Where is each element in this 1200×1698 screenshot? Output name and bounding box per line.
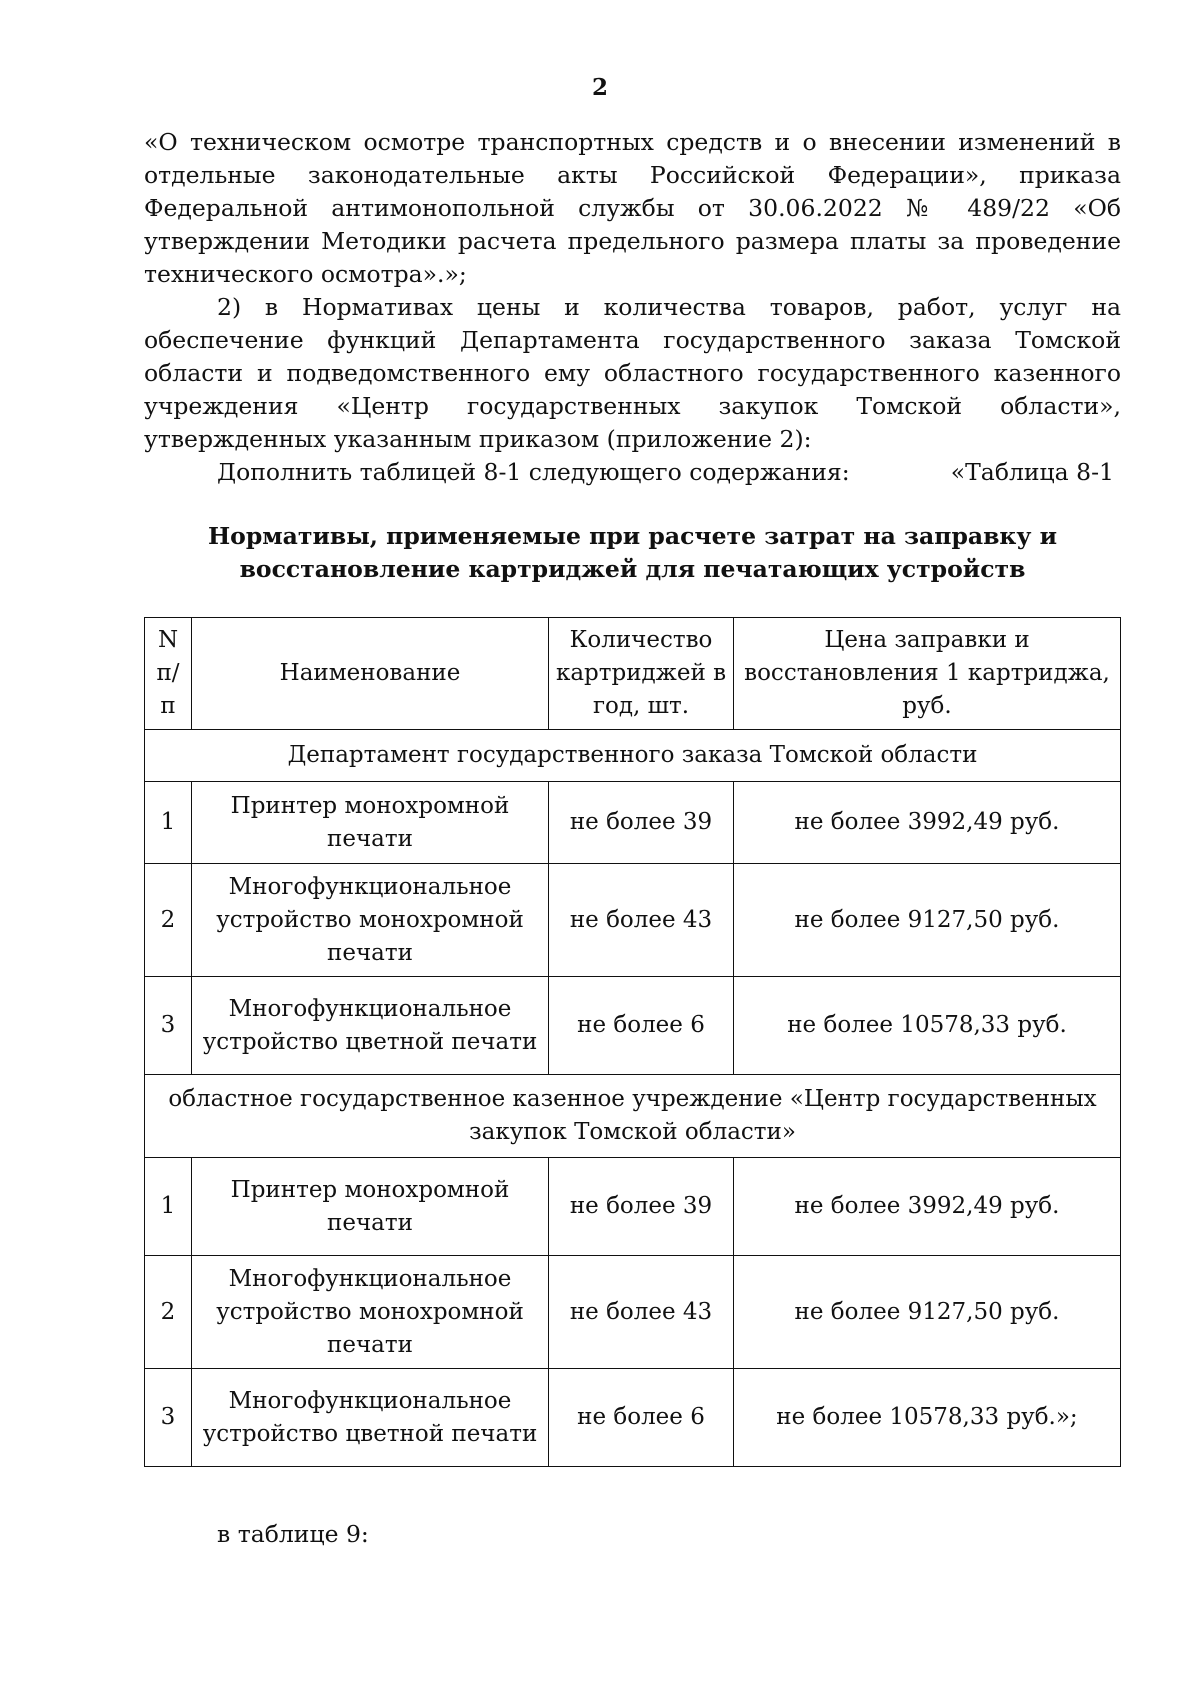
table-row [145, 864, 1121, 977]
table-title-line-2: восстановление картриджей для печатающих устройств [239, 555, 1026, 583]
row-quantity: не более 43 [549, 1256, 734, 1369]
row-price: не более 3992,49 руб. [734, 1158, 1121, 1256]
header-price: Цена заправки и восстановления 1 картриджа, руб. [734, 618, 1121, 730]
section-title: Департамент государственного заказа Томской области [145, 730, 1121, 782]
row-quantity: не более 43 [549, 864, 734, 977]
page-number: 2 [591, 74, 608, 101]
header-quantity: Количество картриджей в год, шт. [549, 618, 734, 730]
paragraph-amendment: 2) в Нормативах цены и количества товаров, работ, услуг на обеспечение функций Департамента государственного заказа Томской области и подведомственного ему областного государственного казенного учреждения «Центр государственных закупок Томской области», утвержденных указанным приказом (приложение 2): [144, 293, 1121, 453]
row-name: Многофункциональное устройство цветной печати [192, 1369, 549, 1467]
table-row [145, 1256, 1121, 1369]
row-number: 2 [145, 1256, 192, 1369]
table-row [145, 1369, 1121, 1467]
row-quantity: не более 6 [549, 977, 734, 1075]
row-price: не более 3992,49 руб. [734, 782, 1121, 864]
section-row [145, 1075, 1121, 1158]
row-name: Многофункциональное устройство монохромной печати [192, 1256, 549, 1369]
row-quantity: не более 39 [549, 782, 734, 864]
row-number: 1 [145, 1158, 192, 1256]
section-row [145, 730, 1121, 782]
row-number: 3 [145, 977, 192, 1075]
header-number: N п/п [145, 618, 192, 730]
paragraph-continuation: «О техническом осмотре транспортных средств и о внесении изменений в отдельные законодательные акты Российской Федерации», приказа Федеральной антимонопольной службы от 30.06.2022 № 489/22 «Об утверждении Методики расчета предельного размера платы за проведение технического осмотра».»; [144, 128, 1121, 288]
section-title: областное государственное казенное учреждение «Центр государственных закупок Томской области» [145, 1075, 1121, 1158]
continuation-text: в таблице 9: [217, 1520, 369, 1548]
row-number: 3 [145, 1369, 192, 1467]
paragraph-add-table: Дополнить таблицей 8-1 следующего содержания: [217, 458, 850, 486]
row-quantity: не более 39 [549, 1158, 734, 1256]
table-reference: «Таблица 8-1 [950, 458, 1114, 486]
row-price: не более 10578,33 руб.»; [734, 1369, 1121, 1467]
table-row [145, 1158, 1121, 1256]
row-price: не более 9127,50 руб. [734, 864, 1121, 977]
row-quantity: не более 6 [549, 1369, 734, 1467]
row-price: не более 10578,33 руб. [734, 977, 1121, 1075]
row-name: Многофункциональное устройство цветной печати [192, 977, 549, 1075]
table-row [145, 782, 1121, 864]
table-title-line-1: Нормативы, применяемые при расчете затрат на заправку и [207, 522, 1058, 550]
body-text [144, 126, 1121, 489]
table-row [145, 977, 1121, 1075]
norms-table [144, 617, 1121, 1467]
row-name: Принтер монохромной печати [192, 1158, 549, 1256]
table-header-row [145, 618, 1121, 730]
header-name: Наименование [192, 618, 549, 730]
row-name: Принтер монохромной печати [192, 782, 549, 864]
table-title [144, 520, 1121, 586]
row-price: не более 9127,50 руб. [734, 1256, 1121, 1369]
row-name: Многофункциональное устройство монохромной печати [192, 864, 549, 977]
row-number: 1 [145, 782, 192, 864]
row-number: 2 [145, 864, 192, 977]
